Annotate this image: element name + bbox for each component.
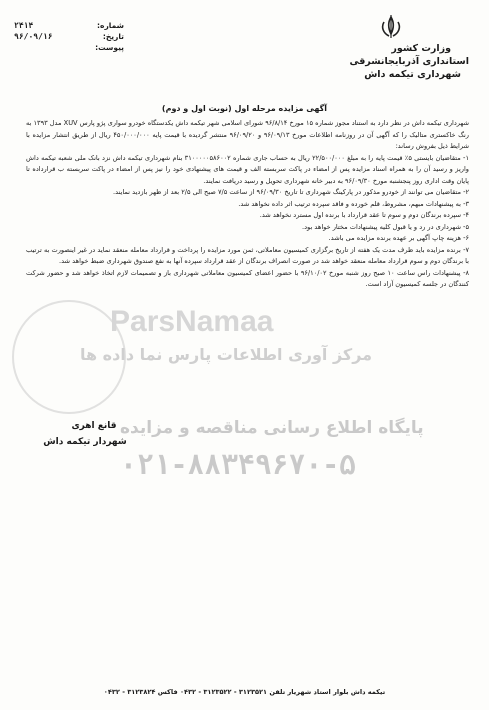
watermark-phone: ۰۲۱-۸۸۳۴۹۶۷۰-۵	[120, 448, 357, 481]
signature-block	[30, 418, 140, 450]
date-value: ۹۶/۰۹/۱۶	[14, 32, 53, 41]
organization-header	[319, 42, 469, 81]
signatory-name: قانع اهری	[71, 421, 117, 431]
watermark-line2: پایگاه اطلاع رسانی مناقصه و مزایده	[120, 418, 424, 438]
watermark-brand: ParsNamaa	[110, 305, 274, 338]
footer-contact: تیکمه داش بلوار استاد شهریار تلفن ۳۱۲۳۵۲۱ - ۳۱۲۳۵۲۲ - ۰۴۳۲ فاکس ۳۱۲۳۸۲۴ - ۰۴۳۲	[103, 688, 386, 696]
date-label: تاریخ:	[102, 32, 124, 41]
document-body	[26, 118, 469, 448]
number-value: ۲۴۱۴	[14, 21, 34, 30]
clause-6: ۶- هزینه چاپ آگهی بر عهده برنده مزایده می باشد.	[328, 234, 469, 242]
clause-7: ۷- برنده مزایده باید ظرف مدت یک هفته از تاریخ برگزاری کمیسیون معاملاتی، ثمن مورد مزایده را پرداخت و قرارداد معامله منعقد نماید در غیر اینصورت به ترتیب با برندگان دوم و سوم قرارداد معامله منعقد خواهد شد در صورت انصراف برندگان از عقد قرارداد سپرده آنها به نفع صندوق شهرداری ضبط خواهد شد.	[26, 245, 469, 265]
letter-number-row	[14, 20, 124, 31]
clause-2: ۲- متقاضیان می توانند از خودرو مذکور در پارکینگ شهرداری تا تاریخ ۹۶/۰۹/۳۰ از ساعت ۷/۵ صبح الی ۲/۵ بعد از ظهر بازدید نمایند.	[112, 188, 469, 196]
clause-4: ۴- سپرده برندگان دوم و سوم تا عقد قرارداد با برنده اول مسترد نخواهد شد.	[259, 211, 469, 219]
number-label: شماره:	[97, 21, 124, 30]
clause-5: ۵- شهرداری در رد و یا قبول کلیه پیشنهادات مختار خواهد بود.	[302, 222, 469, 231]
municipality-name: شهرداری تیکمه داش	[364, 69, 461, 80]
iran-emblem-icon	[378, 14, 404, 40]
clause-8: ۸- پیشنهادات راس ساعت ۱۰ صبح روز شنبه مورخ ۹۶/۱۰/۰۲ با حضور اعضای کمیسیون معاملاتی شهرداری باز و تصمیمات لازم اتخاذ خواهد شد و حضور شرکت کنندگان در جلسه کمیسیون آزاد است.	[26, 268, 469, 288]
watermark-line1: مرکز آوری اطلاعات پارس نما داده ها	[80, 345, 373, 364]
intro-paragraph: شهرداری تیکمه داش در نظر دارد به استناد مجوز شماره ۱۵ مورخ ۹۶/۸/۱۴ شورای اسلامی شهر تیکمه داش یکدستگاه خودرو سواری پژو پارس XUV مدل ۱۳۹۳ به رنگ خاکستری متالیک را که آگهی آن در روزنامه اطلاعات مورخ ۹۶/۰۹/۱۳ و ۹۶/۰۹/۲۰ منتشر گردیده با قیمت پایه ۴۵۰/۰۰۰/۰۰۰ ریال از طریق انتشار مزایده با شرایط ذیل بفروش رساند:	[26, 119, 469, 150]
ministry-name: وزارت کشور	[391, 43, 451, 54]
signatory-title: شهردار تیکمه داش	[43, 437, 127, 447]
letter-meta	[14, 20, 124, 53]
letter-attachment-row	[14, 42, 124, 53]
attachment-label: پیوست:	[95, 43, 124, 52]
governorate-name: استانداری آذربایجانشرقی	[349, 56, 469, 67]
clause-1: ۱- متقاضیان بایستی ۵٪ قیمت پایه را به مبلغ ۲۲/۵۰۰/۰۰۰ ریال به حساب جاری شماره ۳۱۰۰۰۰۰۵۸۶۰۰۲ بنام شهرداری تیکمه داش نزد بانک ملی شعبه تیکمه داش واریز و رسید آن را به همراه اسناد مزایده پس از امضاء در پاکت سربسته الف و قیمت های پیشنهادی خود را نیز پس از امضاء در پاکت سربسته ب قرارداده تا پایان وقت اداری روز پنجشنبه مورخ ۹۶/۰۹/۳۰ به دبیر خانه شهرداری تحویل و رسید دریافت نمایند.	[26, 153, 469, 185]
document-title: آگهی مزایده مرحله اول (نوبت اول و دوم)	[161, 104, 328, 113]
letter-date-row	[14, 31, 124, 42]
clause-3: ۳- به پیشنهادات مبهم، مشروط، قلم خورده و فاقد سپرده ترتیب اثر داده نخواهد شد.	[238, 199, 469, 208]
